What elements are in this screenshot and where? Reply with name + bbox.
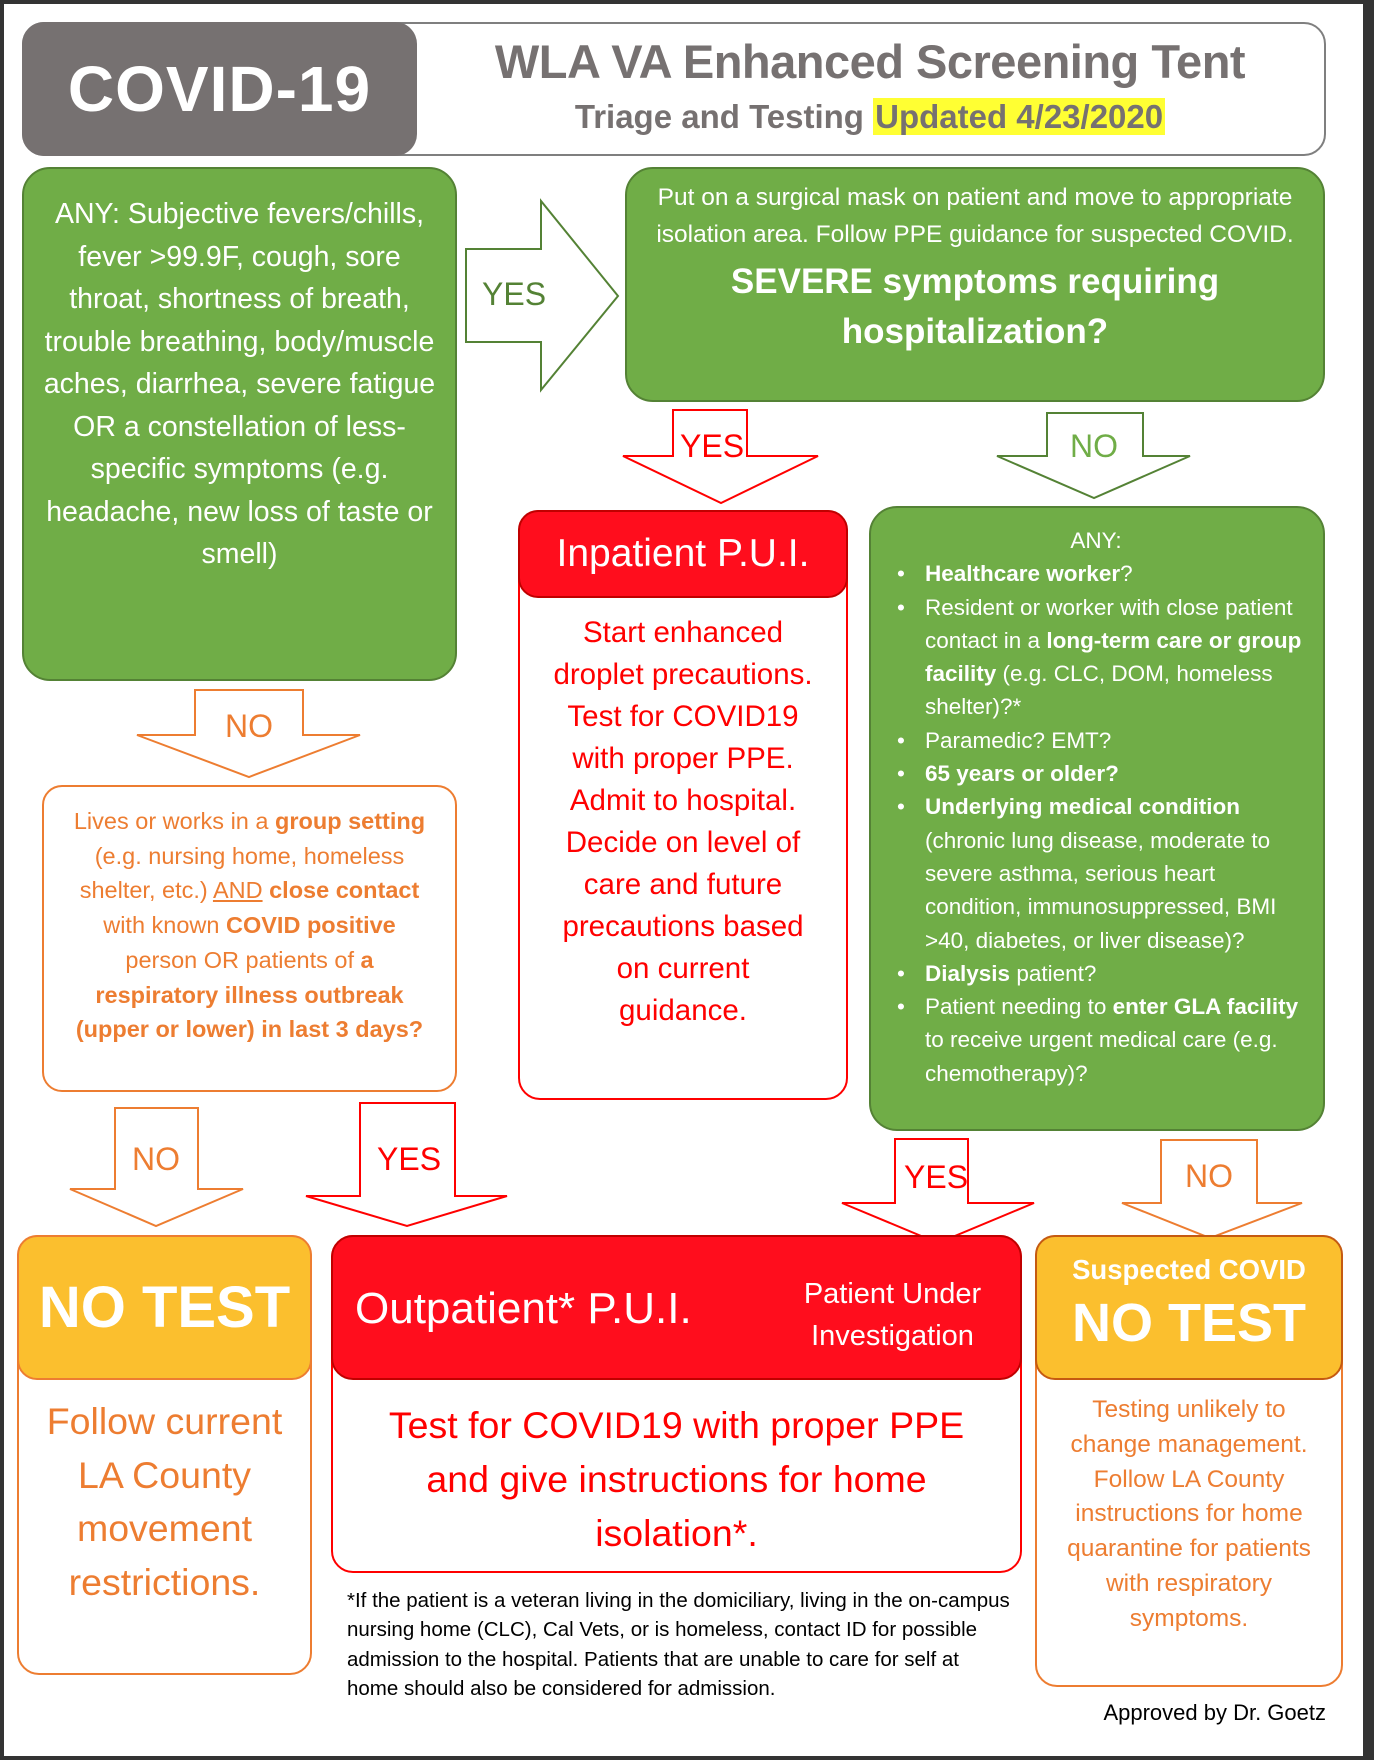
group-text-underline: AND: [212, 877, 263, 904]
page-subtitle: [430, 98, 1310, 136]
symptoms-box: [22, 167, 457, 681]
risk-item-medical-condition: [881, 790, 1311, 956]
symptoms-no-label: NO: [225, 708, 273, 744]
bullet-icon: •: [897, 727, 905, 753]
risk-factors-box: [869, 506, 1325, 1131]
bullet-icon: •: [897, 994, 905, 1020]
severe-question: SEVERE symptoms requiring hospitalization?: [730, 262, 1220, 351]
group-setting-text: [44, 804, 455, 1047]
risk-item-group-facility: [881, 591, 1311, 724]
risk-item-dialysis: [881, 957, 1311, 990]
risk-item-bold: enter GLA facility: [1112, 994, 1299, 1020]
outpatient-body-text: Test for COVID19 with proper PPE and give instructions for home isolation*.: [388, 1404, 965, 1554]
risk-no-arrow-icon: [0, 0, 1, 1]
group-no-label: NO: [132, 1141, 180, 1177]
bullet-icon: •: [897, 794, 905, 820]
severe-yes-label: YES: [680, 428, 745, 464]
updated-date-highlight: Updated 4/23/2020: [875, 98, 1164, 135]
group-text: with known: [103, 912, 226, 939]
no-test-body-text: Follow current LA County movement restrictions.: [46, 1400, 283, 1603]
risk-item-bold: 65 years or older?: [925, 761, 1119, 787]
risk-yes-label: YES: [904, 1159, 969, 1195]
group-text: Lives or works in a: [73, 808, 275, 834]
group-text-bold: group setting: [275, 808, 426, 834]
suspected-no-test-title: NO TEST: [1071, 1293, 1306, 1353]
risk-item-paramedic: [881, 724, 1311, 757]
outpatient-pui-subtitle: Patient Under Investigation: [803, 1278, 982, 1352]
no-test-instructions: [20, 1395, 309, 1609]
risk-item-gla-facility: [881, 990, 1311, 1090]
risk-item-bold: Underlying medical condition: [925, 794, 1241, 820]
inpatient-pui-title: Inpatient P.U.I.: [518, 510, 848, 598]
inpatient-pui-instructions: [524, 612, 842, 1032]
suspected-covid-title: Suspected COVID: [1072, 1254, 1306, 1285]
bullet-icon: •: [897, 960, 905, 986]
risk-item-bold: long-term care or group facility: [925, 627, 1302, 687]
mask-instruction-text: Put on a surgical mask on patient and move to appropriate isolation area. Follow PPE guidance for suspected COVID.: [656, 184, 1294, 248]
severe-no-label: NO: [1070, 428, 1118, 464]
inpatient-body-text: Start enhanced droplet precautions. Test for COVID19 with proper PPE. Admit to hospital. Decide on level of care and future precautions based on current guidance.: [553, 616, 813, 1027]
suspected-body-text: Testing unlikely to change management. Follow LA County instructions for home quarantine for patients with respiratory symptoms.: [1067, 1396, 1311, 1632]
group-text-bold: a respiratory illness outbreak (upper or lower) in last 3 days?: [75, 946, 424, 1043]
page-title: WLA VA Enhanced Screening Tent: [494, 35, 1246, 88]
covid-badge: COVID-19: [22, 22, 417, 156]
bullet-icon: •: [897, 761, 905, 787]
symptoms-text: ANY: Subjective fevers/chills, fever >99.9F, cough, sore throat, shortness of breath, trouble breathing, body/muscle aches, diarrhea, severe fatigue OR a constellation of less-specific symptoms (e.g. headache, new loss of taste or smell): [43, 198, 436, 570]
risk-factor-list: [881, 557, 1311, 1090]
outpatient-pui-instructions: [340, 1398, 1013, 1560]
symptoms-yes-label: YES: [482, 276, 547, 312]
risk-heading: ANY:: [1070, 528, 1122, 553]
risk-item-bold: Healthcare worker: [925, 561, 1121, 587]
footnote: *If the patient is a veteran living in the domiciliary, living in the on-campus nursing home (CLC), Cal Vets, or is homeless, contact ID for possible admission to the hospital. Patients that are unable to care for self at home should also be considered for admission.: [347, 1589, 1010, 1700]
risk-item-age: [881, 757, 1311, 790]
risk-no-label: NO: [1185, 1158, 1233, 1194]
risk-item-text: to receive urgent medical care (e.g. chemotherapy)?: [925, 1027, 1278, 1086]
risk-item-text: (chronic lung disease, moderate to severe asthma, serious heart condition, immunosuppressed, BMI >40, diabetes, or liver disease)?: [925, 827, 1277, 953]
group-text: person OR patients of: [125, 946, 361, 973]
suspected-covid-instructions: [1040, 1393, 1338, 1637]
no-test-title: NO TEST: [17, 1235, 312, 1380]
group-setting-box: [42, 785, 457, 1092]
risk-item-text: Resident or worker with close patient contact in a: [925, 594, 1293, 653]
subtitle-text: Triage and Testing: [574, 98, 864, 135]
group-text-bold: COVID positive: [226, 912, 396, 939]
group-yes-label: YES: [377, 1141, 442, 1177]
bullet-icon: •: [897, 561, 905, 587]
risk-item-text: Patient needing to: [925, 994, 1113, 1020]
risk-item-text: Paramedic? EMT?: [925, 727, 1112, 753]
risk-item-bold: Dialysis: [925, 960, 1011, 986]
approval-note: Approved by Dr. Goetz: [1103, 1700, 1326, 1725]
group-text-bold: close contact: [269, 877, 420, 904]
outpatient-pui-title: Outpatient* P.U.I.: [355, 1284, 692, 1333]
risk-item-text: ?: [1120, 561, 1133, 587]
mask-instruction-box: [625, 167, 1325, 402]
risk-item-healthcare-worker: [881, 557, 1311, 590]
risk-item-text: (e.g. CLC, DOM, homeless shelter)?*: [925, 661, 1273, 720]
risk-item-text: patient?: [1010, 960, 1097, 986]
group-text: (e.g. nursing home, homeless shelter, etc.): [79, 842, 405, 904]
bullet-icon: •: [897, 594, 905, 620]
